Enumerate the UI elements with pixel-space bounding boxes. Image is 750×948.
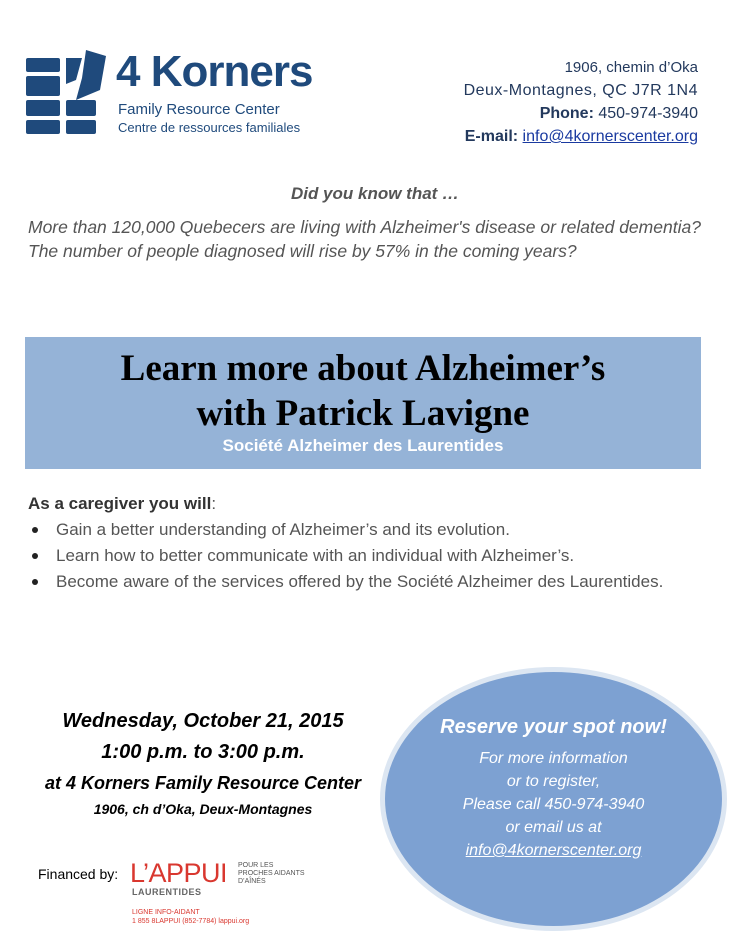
event-address: 1906, ch d’Oka, Deux-Montagnes xyxy=(93,801,313,817)
email-line xyxy=(464,125,698,148)
reserve-line-4: or email us at xyxy=(505,819,602,836)
address-line-1: 1906, chemin d’Oka xyxy=(564,59,698,76)
email-label: E-mail: xyxy=(464,128,519,145)
reserve-line-1: For more information xyxy=(479,750,628,767)
title-banner xyxy=(25,337,701,469)
list-item xyxy=(56,518,728,542)
list-item-text: Learn how to better communicate with an individual with Alzheimer’s. xyxy=(56,546,575,565)
four-korners-logo-icon xyxy=(26,50,108,134)
banner-subtitle: Société Alzheimer des Laurentides xyxy=(222,436,504,455)
phone-line xyxy=(464,102,698,125)
did-you-know-heading: Did you know that … xyxy=(290,184,460,203)
brand-tagline-en: Family Resource Center xyxy=(118,101,280,118)
banner-title xyxy=(25,337,701,436)
reserve-heading: Reserve your spot now! xyxy=(440,716,667,738)
brand-tagline-fr: Centre de ressources familiales xyxy=(118,120,301,135)
sponsor-tagline: POUR LES PROCHES AIDANTS D’AÎNÉS xyxy=(238,862,305,885)
email-link[interactable]: info@4kornerscenter.org xyxy=(522,128,698,145)
caregiver-lead xyxy=(28,494,728,514)
sponsor-contact xyxy=(132,908,249,926)
brand-name: 4 Korners xyxy=(116,47,313,96)
banner-title-line-1: Learn more about Alzheimer’s xyxy=(120,348,606,389)
facts-block xyxy=(28,215,728,263)
event-details xyxy=(18,706,388,820)
phone-label: Phone: xyxy=(539,105,594,122)
financed-label: Financed by: xyxy=(38,866,119,882)
list-item-text: Become aware of the services offered by the Société Alzheimer des Laurentides. xyxy=(56,572,664,591)
caregiver-list xyxy=(28,518,728,594)
bullet-icon xyxy=(32,527,38,533)
bullet-icon xyxy=(32,579,38,585)
banner-title-line-2: with Patrick Lavigne xyxy=(196,393,530,434)
sponsor-phone: 1 855 8LAPPUI (852-7784) lappui.org xyxy=(132,918,250,925)
reserve-line-2: or to register, xyxy=(506,773,601,790)
list-item-text: Gain a better understanding of Alzheimer’s and its evolution. xyxy=(56,520,510,539)
sponsor-region: LAURENTIDES xyxy=(132,887,202,897)
bullet-icon xyxy=(32,553,38,559)
reserve-email-link[interactable]: info@4kornerscenter.org xyxy=(465,842,642,859)
list-item xyxy=(56,544,728,568)
contact-block xyxy=(464,56,698,148)
caregiver-section xyxy=(28,494,728,596)
reserve-oval xyxy=(380,667,727,931)
event-time: 1:00 p.m. to 3:00 p.m. xyxy=(101,741,305,763)
list-item xyxy=(56,570,728,594)
phone-number: 450-974-3940 xyxy=(598,105,698,122)
sponsor-line: LIGNE INFO-AIDANT xyxy=(132,909,200,916)
caregiver-lead-colon: : xyxy=(211,494,217,513)
reserve-line-3: Please call 450-974-3940 xyxy=(462,796,645,813)
sponsor-logo xyxy=(130,858,305,938)
fact-1: More than 120,000 Quebecers are living with Alzheimer's disease or related dementia? xyxy=(28,217,701,237)
reserve-body xyxy=(385,747,722,862)
caregiver-lead-text: As a caregiver you will xyxy=(28,494,212,513)
event-venue: at 4 Korners Family Resource Center xyxy=(44,773,362,793)
address-line-2: Deux-Montagnes, QC J7R 1N4 xyxy=(463,82,698,99)
event-date: Wednesday, October 21, 2015 xyxy=(62,710,344,732)
sponsor-name: L’APPUI xyxy=(130,858,228,888)
organization-logo xyxy=(26,42,326,137)
fact-2: The number of people diagnosed will rise by 57% in the coming years? xyxy=(28,241,577,261)
